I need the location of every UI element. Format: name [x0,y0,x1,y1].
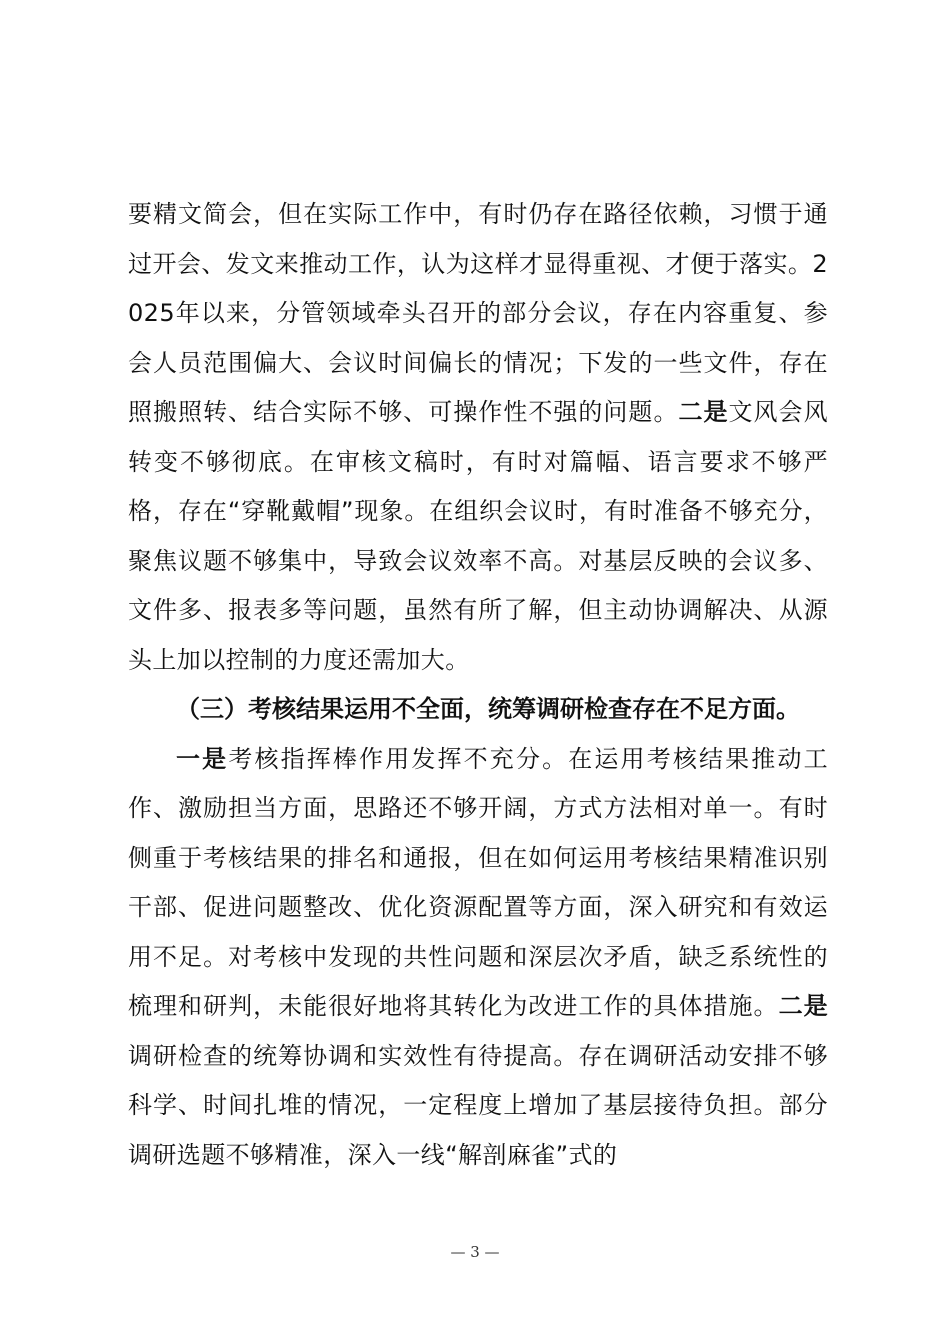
section-heading: （三）考核结果运用不全面，统筹调研检查存在不足方面。 [176,695,800,723]
bold-lead: 一是 [176,744,229,773]
paragraph-text: 要精文简会，但在实际工作中，有时仍存在路径依赖，习惯于通过开会、发文来推动工作，认为这样才显得重视、才便于落实。2025年以来，分管领域牵头召开的部分会议，存在内容重复、参会人员范围偏大、会议时间偏长的情况；下发的一些文件，存在照搬照转、结合实际不够、可操作性不强的问题。 [128,200,828,426]
paragraph-text: 文风会风转变不够彻底。在审核文稿时，有时对篇幅、语言要求不够严格，存在“穿靴戴帽”现象。在组织会议时，有时准备不够充分，聚焦议题不够集中，导致会议效率不高。对基层反映的会议多、文件多、报表多等问题，虽然有所了解，但主动协调解决、从源头上加以控制的力度还需加大。 [128,398,828,674]
page-number: — 3 — [450,1243,500,1261]
paragraph-text: 考核指挥棒作用发挥不充分。在运用考核结果推动工作、激励担当方面，思路还不够开阔，方式方法相对单一。有时侧重于考核结果的排名和通报，但在如何运用考核结果精准识别干部、促进问题整改、优化资源配置等方面，深入研究和有效运用不足。对考核中发现的共性问题和深层次矛盾，缺乏系统性的梳理和研判，未能很好地将其转化为改进工作的具体措施。 [128,744,828,1020]
paragraph [128,735,828,1181]
paragraph-continued [128,190,828,685]
paragraph-text: 调研检查的统筹协调和实效性有待提高。存在调研活动安排不够科学、时间扎堆的情况，一定程度上增加了基层接待负担。部分调研选题不够精准，深入一线“解剖麻雀”式的 [128,1041,828,1169]
bold-lead: 二是 [778,992,828,1020]
document-body [128,190,828,1180]
bold-lead: 二是 [678,398,729,426]
